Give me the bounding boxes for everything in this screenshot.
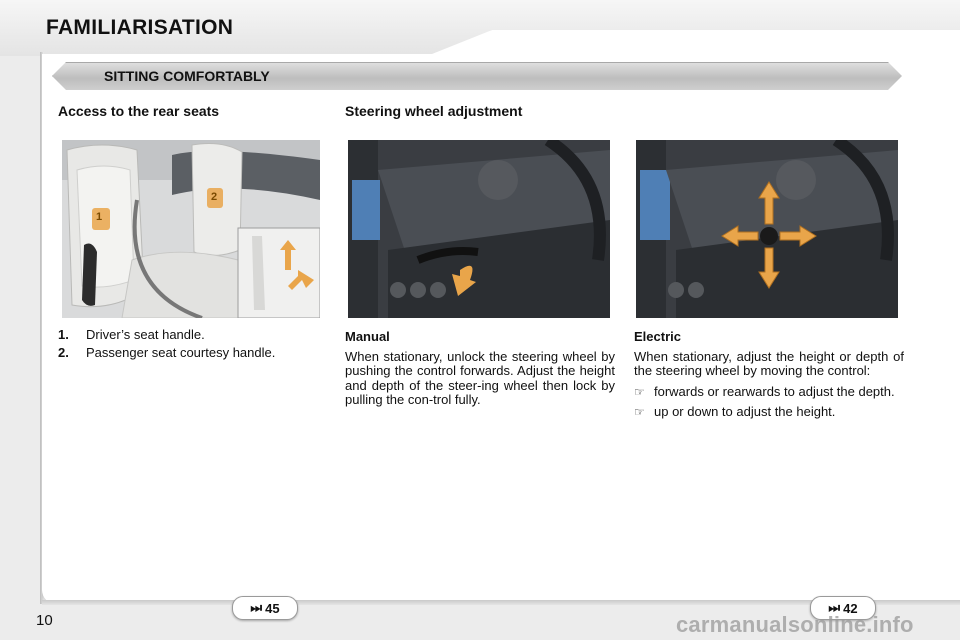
pointing-hand-icon: ☞ — [634, 405, 645, 419]
item-text: Driver’s seat handle. — [86, 327, 205, 342]
rear-seats-heading: Access to the rear seats — [58, 103, 220, 119]
section-title: SITTING COMFORTABLY — [104, 68, 270, 84]
rear-seats-list — [58, 326, 275, 362]
page-reference-45[interactable] — [232, 596, 298, 620]
callout-2: 2 — [211, 191, 218, 203]
manual-title: Manual — [345, 329, 390, 344]
bullet-text: forwards or rearwards to adjust the depth. — [654, 383, 895, 399]
manual-column — [345, 330, 615, 408]
reference-page: 42 — [843, 600, 858, 616]
pointing-hand-icon: ☞ — [634, 384, 645, 399]
list-item — [634, 405, 904, 420]
chapter-title: FAMILIARISATION — [46, 16, 234, 39]
rear-seat-illustration — [62, 140, 320, 318]
list-item — [58, 326, 275, 344]
steering-heading: Steering wheel adjustment — [345, 103, 523, 119]
item-text: Passenger seat courtesy handle. — [86, 345, 276, 360]
item-number: 2. — [58, 345, 69, 360]
bullet-text: up or down to adjust the height. — [654, 404, 836, 419]
fast-forward-icon: ⏭ — [250, 600, 263, 615]
electric-title: Electric — [634, 329, 681, 344]
watermark: carmanualsonline.info — [676, 612, 914, 637]
electric-column — [634, 330, 904, 420]
callout-1: 1 — [96, 211, 103, 223]
rear-seat-photo — [62, 140, 320, 318]
item-number: 1. — [58, 327, 69, 342]
list-item — [58, 344, 275, 362]
manual-steering-illustration — [348, 140, 610, 318]
manual-text: When stationary, unlock the steering wheel by pushing the control forwards. Adjust the height and depth of the steer-ing wheel then lock by pulling the con-trol fully. — [345, 348, 615, 407]
manual-steering-photo — [348, 140, 610, 318]
list-item — [634, 385, 904, 400]
electric-steering-illustration — [636, 140, 898, 318]
electric-steering-photo — [636, 140, 898, 318]
reference-page: 45 — [265, 600, 280, 616]
electric-text: When stationary, adjust the height or depth of the steering wheel by moving the control: — [634, 348, 904, 378]
fast-forward-icon: ⏭ — [828, 600, 841, 615]
page-number: 10 — [36, 612, 53, 629]
